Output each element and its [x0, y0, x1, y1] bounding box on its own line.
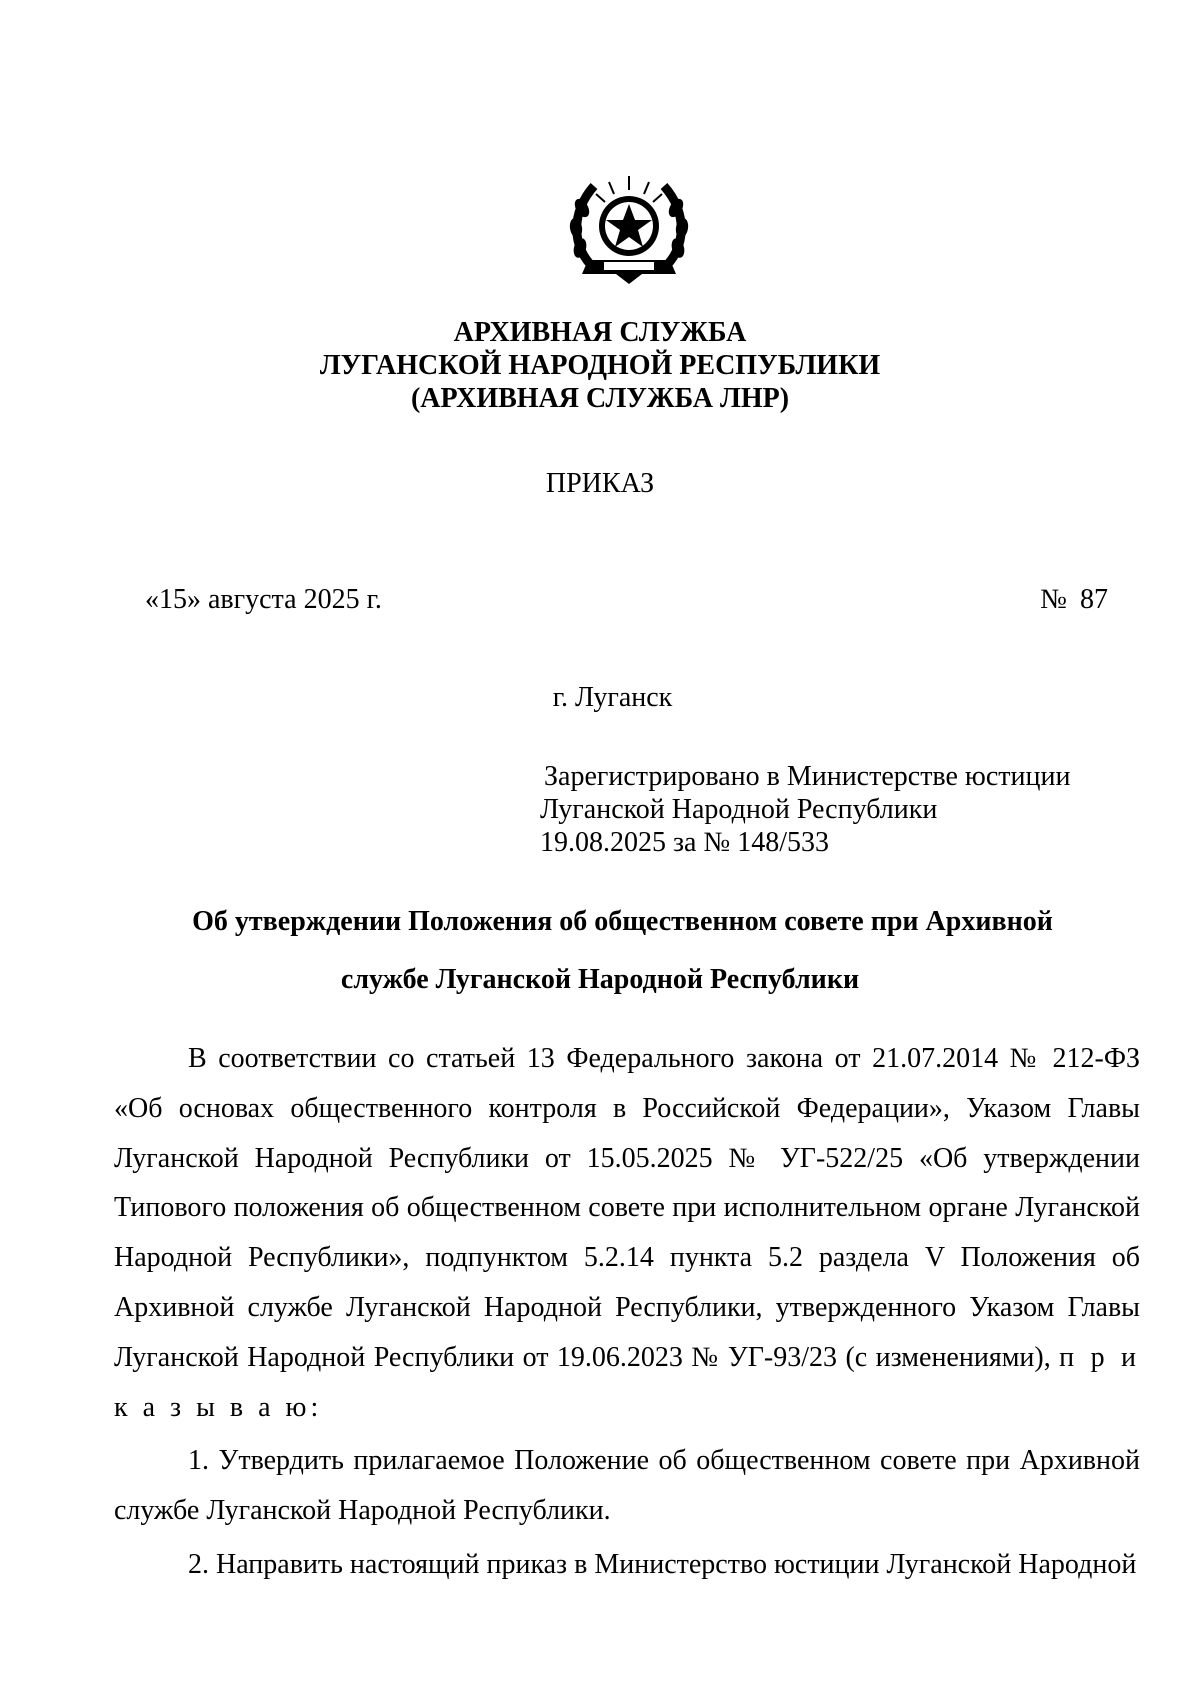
- order-date: «15» августа 2025 г.: [145, 584, 382, 615]
- document-type: ПРИКАЗ: [545, 468, 655, 499]
- subject-line-2: службе Луганской Народной Республики: [340, 964, 860, 995]
- org-line-3: (АРХИВНАЯ СЛУЖБА ЛНР): [410, 383, 790, 414]
- registration-line-1: Зарегистрировано в Министерстве юстиции: [544, 761, 1071, 792]
- lpr-coat-of-arms-icon: [564, 168, 694, 288]
- registration-line-3: 19.08.2025 за № 148/533: [540, 827, 829, 858]
- preamble-text: В соответствии со статьей 13 Федерального закона от 21.07.2014 № 212-ФЗ «Об основах общественного контроля в Российской Федерации», Указом Главы Луганской Народной Республики от 15.05.2025 № УГ-522/25 «Об утверждении Типового положения об общественном совете при исполнительном органе Луганской Народной Республики», подпунктом 5.2.14 пункта 5.2 раздела V Положения об Архивной службе Луганской Народной Республики, утвержденного Указом Главы Луганской Народной Республики от 19.06.2023 № УГ-93/23 (с изменениями),: [114, 1043, 1140, 1373]
- subject-line-1: Об утверждении Положения об общественном совете при Архивной: [192, 906, 1053, 937]
- order-word: п р и к а з ы в а ю:: [114, 1341, 1141, 1423]
- item-2: 2. Направить настоящий приказ в Министерство юстиции Луганской Народной: [188, 1548, 1137, 1580]
- preamble-paragraph: [114, 1034, 1140, 1432]
- org-line-2: ЛУГАНСКОЙ НАРОДНОЙ РЕСПУБЛИКИ: [319, 350, 881, 381]
- registration-line-2: Луганской Народной Республики: [540, 794, 938, 825]
- order-subject: [0, 893, 1200, 1009]
- item-1: 1. Утвердить прилагаемое Положение об общественном совете при Архивной службе Луганской Народной Республики.: [114, 1445, 1140, 1527]
- order-body: [114, 1034, 1140, 1590]
- org-line-1: АРХИВНАЯ СЛУЖБА: [453, 317, 747, 348]
- registration-note: [540, 760, 1070, 859]
- order-number: № 87: [1040, 584, 1108, 615]
- city: г. Луганск: [552, 682, 673, 713]
- organization-name: [0, 316, 1200, 415]
